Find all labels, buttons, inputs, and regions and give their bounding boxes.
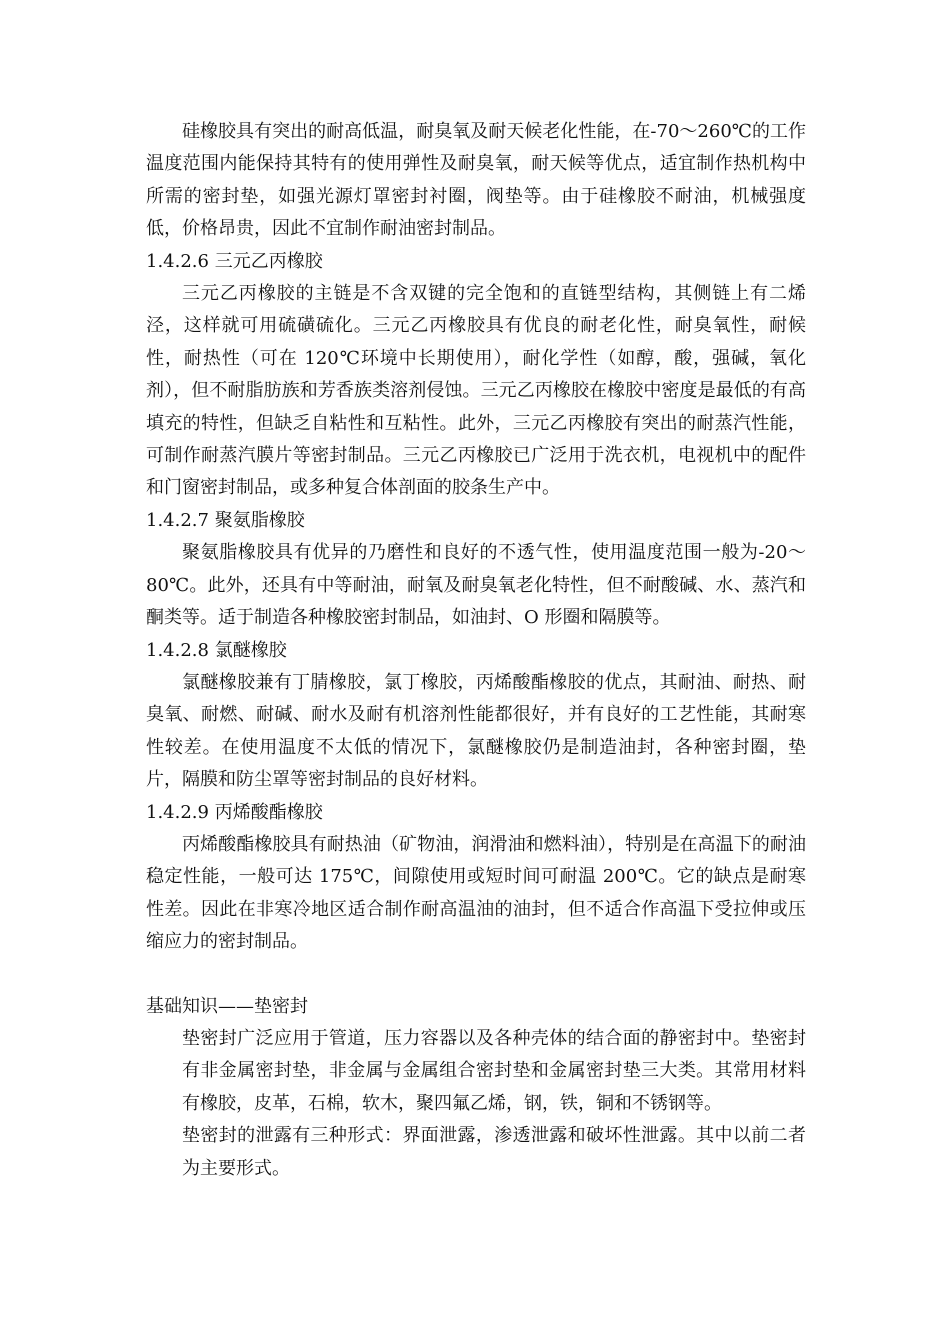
document-body [146, 116, 806, 1185]
heading-1-4-2-7: 1.4.2.7 聚氨脂橡胶 [146, 509, 305, 531]
paragraph-silicone-rubber: 硅橡胶具有突出的耐高低温，耐臭氧及耐天候老化性能，在-70～260℃的工作温度范围内能保持其特有的使用弹性及耐臭氧，耐天候等优点，适宜制作热机构中所需的密封垫，如强光源灯罩密封衬圈，阀垫等。由于硅橡胶不耐油，机械强度低，价格昂贵，因此不宜制作耐油密封制品。 [146, 121, 806, 240]
heading-1-4-2-8: 1.4.2.8 氯醚橡胶 [146, 639, 287, 661]
paragraph-gasket-leakage: 垫密封的泄露有三种形式：界面泄露，渗透泄露和破坏性泄露。其中以前二者为主要形式。 [182, 1125, 806, 1179]
paragraph-acrylate-rubber: 丙烯酸酯橡胶具有耐热油（矿物油，润滑油和燃料油），特别是在高温下的耐油稳定性能，一般可达 175℃，间隙使用或短时间可耐温 200℃。它的缺点是耐寒性差。因此在非寒冷地区适合制作耐高温油的油封，但不适合作高温下受拉伸或压缩应力的密封制品。 [146, 833, 806, 953]
paragraph-epichlorohydrin-rubber: 氯醚橡胶兼有丁腈橡胶，氯丁橡胶，丙烯酸酯橡胶的优点，其耐油、耐热、耐臭氧、耐燃、耐碱、耐水及耐有机溶剂性能都很好，并有良好的工艺性能，其耐寒性较差。在使用温度不太低的情况下，氯醚橡胶仍是制造油封，各种密封圈，垫片，隔膜和防尘罩等密封制品的良好材料。 [146, 671, 806, 791]
paragraph-polyurethane-rubber: 聚氨脂橡胶具有优异的乃磨性和良好的不透气性，使用温度范围一般为-20～80℃。此外，还具有中等耐油，耐氧及耐臭氧老化特性，但不耐酸碱、水、蒸汽和酮类等。适于制造各种橡胶密封制品，如油封、O 形圈和隔膜等。 [146, 542, 806, 629]
section-title-gasket-seal: 基础知识——垫密封 [146, 995, 308, 1017]
paragraph-gasket-overview: 垫密封广泛应用于管道，压力容器以及各种壳体的结合面的静密封中。垫密封有非金属密封垫，非金属与金属组合密封垫和金属密封垫三大类。其常用材料有橡胶，皮革，石棉，软木，聚四氟乙烯，钢，铁，铜和不锈钢等。 [182, 1027, 806, 1114]
paragraph-epdm-rubber: 三元乙丙橡胶的主链是不含双键的完全饱和的直链型结构，其侧链上有二烯泾，这样就可用硫磺硫化。三元乙丙橡胶具有优良的耐老化性，耐臭氧性，耐候性，耐热性（可在 120℃环境中长期使用），耐化学性（如醇，酸，强碱，氧化剂），但不耐脂肪族和芳香族类溶剂侵蚀。三元乙丙橡胶在橡胶中密度是最低的有高填充的特性，但缺乏自粘性和互粘性。此外，三元乙丙橡胶有突出的耐蒸汽性能，可制作耐蒸汽膜片等密封制品。三元乙丙橡胶已广泛用于洗衣机，电视机中的配件和门窗密封制品，或多种复合体剖面的胶条生产中。 [146, 283, 806, 499]
heading-1-4-2-9: 1.4.2.9 丙烯酸酯橡胶 [146, 801, 323, 823]
heading-1-4-2-6: 1.4.2.6 三元乙丙橡胶 [146, 250, 323, 272]
